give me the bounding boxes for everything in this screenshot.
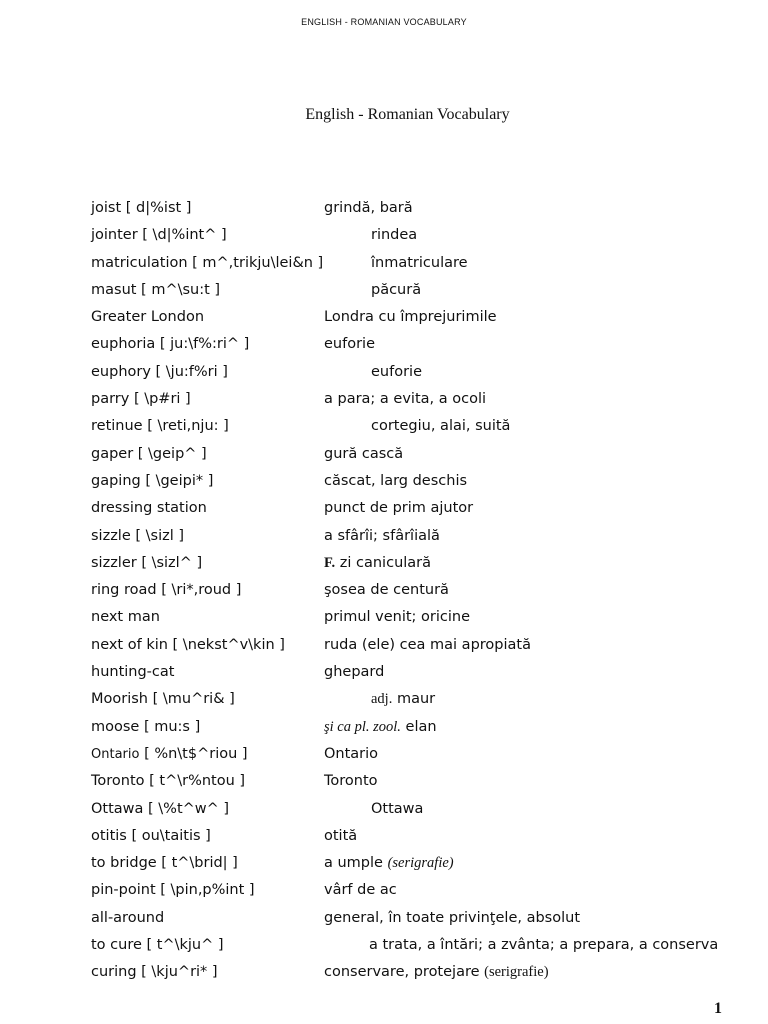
vocab-entry	[91, 605, 731, 632]
vocab-entry	[91, 414, 731, 441]
vocab-entry	[91, 578, 731, 605]
romanian-translation	[324, 715, 437, 739]
english-term: masut [ m^\su:t ]	[91, 281, 221, 298]
romanian-translation: a sfârîi; sfârîială	[324, 527, 440, 544]
vocab-entry	[91, 742, 731, 769]
vocab-entry	[91, 496, 731, 523]
english-term: curing [ \kju^ri* ]	[91, 964, 218, 981]
document-title: English - Romanian Vocabulary	[305, 106, 510, 123]
english-term: next man	[91, 609, 160, 626]
romanian-translation: grindă, bară	[324, 200, 413, 216]
english-term: jointer [ \d|%int^ ]	[91, 227, 227, 244]
romanian-translation	[324, 851, 454, 875]
vocab-entry	[91, 469, 731, 496]
translation-text: maur	[396, 691, 436, 708]
romanian-translation: şosea de centură	[324, 582, 449, 599]
romanian-translation: gură cască	[324, 445, 404, 462]
vocab-entry	[91, 332, 731, 359]
english-term: joist [ d|%ist ]	[91, 200, 192, 216]
english-term: gaping [ \geipi* ]	[91, 472, 214, 489]
vocab-entry	[91, 633, 731, 660]
vocabulary-list	[91, 196, 731, 988]
vocab-entry	[91, 851, 731, 878]
english-term: all-around	[91, 909, 165, 926]
english-term: pin-point [ \pin,p%int ]	[91, 882, 255, 899]
vocab-entry	[91, 824, 731, 851]
translation-text: zi caniculară	[339, 554, 432, 571]
vocab-entry	[91, 360, 731, 387]
translation-text: conservare, protejare	[324, 964, 480, 981]
grammar-marker: adj.	[371, 691, 393, 708]
english-term: to bridge [ t^\brid| ]	[91, 855, 238, 872]
english-term: to cure [ t^\kju^ ]	[91, 937, 224, 954]
vocab-entry	[91, 223, 731, 250]
vocab-entry	[91, 251, 731, 278]
romanian-translation: a para; a evita, a ocoli	[324, 391, 487, 408]
english-headword: Ontario	[91, 746, 140, 762]
romanian-translation	[324, 960, 549, 984]
vocab-entry	[91, 715, 731, 742]
english-term: matriculation [ m^,trikju\lei&n ]	[91, 254, 324, 271]
vocab-entry	[91, 524, 731, 551]
translation-text: a umple	[324, 855, 383, 872]
vocab-entry	[91, 933, 731, 960]
romanian-translation: ruda (ele) cea mai apropiată	[324, 636, 531, 653]
english-term: ring road [ \ri*,roud ]	[91, 582, 242, 599]
english-term: parry [ \p#ri ]	[91, 391, 191, 408]
english-term: moose [ mu:s ]	[91, 718, 201, 735]
english-term: Ottawa [ \%t^w^ ]	[91, 800, 230, 817]
romanian-translation: vârf de ac	[324, 882, 397, 899]
running-header: ENGLISH - ROMANIAN VOCABULARY	[301, 17, 467, 27]
vocab-entry	[91, 878, 731, 905]
grammar-marker: şi ca pl. zool.	[324, 718, 401, 735]
english-term: Greater London	[91, 309, 205, 326]
vocab-entry	[91, 687, 731, 714]
page-number: 1	[714, 1000, 722, 1017]
romanian-translation: Ottawa	[371, 800, 424, 817]
english-term: Toronto [ t^\r%ntou ]	[91, 773, 246, 790]
english-term: otitis [ ou\taitis ]	[91, 827, 211, 844]
vocab-entry	[91, 769, 731, 796]
romanian-translation: Toronto	[324, 773, 378, 790]
vocab-entry	[91, 196, 731, 223]
romanian-translation: înmatriculare	[371, 254, 468, 271]
grammar-marker: F.	[324, 554, 336, 571]
english-term: sizzler [ \sizl^ ]	[91, 554, 203, 571]
vocab-entry	[91, 797, 731, 824]
romanian-translation: otită	[324, 827, 358, 844]
romanian-translation: căscat, larg deschis	[324, 472, 468, 489]
english-term: euphory [ \ju:f%ri ]	[91, 363, 228, 380]
domain-note: (serigrafie)	[484, 964, 549, 981]
english-term	[91, 742, 248, 767]
romanian-translation	[324, 551, 431, 575]
vocab-entry	[91, 551, 731, 578]
english-term: retinue [ \reti,nju: ]	[91, 418, 229, 435]
vocab-entry	[91, 305, 731, 332]
romanian-translation: euforie	[324, 336, 375, 353]
english-term: hunting-cat	[91, 664, 175, 681]
vocab-entry	[91, 906, 731, 933]
romanian-translation	[371, 687, 435, 711]
english-term: Moorish [ \mu^ri& ]	[91, 691, 235, 708]
english-term: euphoria [ ju:\f%:ri^ ]	[91, 336, 250, 353]
vocab-entry	[91, 278, 731, 305]
romanian-translation: păcură	[371, 281, 422, 298]
romanian-translation: rindea	[371, 227, 418, 244]
romanian-translation: ghepard	[324, 664, 385, 681]
vocab-entry	[91, 442, 731, 469]
english-term: sizzle [ \sizl ]	[91, 527, 185, 544]
domain-note: (serigrafie)	[387, 855, 454, 872]
romanian-translation: a trata, a întări; a zvânta; a prepara, a conserva	[369, 937, 719, 954]
pronunciation: [ %n\t$^riou ]	[144, 745, 248, 762]
english-term: next of kin [ \nekst^v\kin ]	[91, 636, 285, 653]
romanian-translation: Ontario	[324, 745, 379, 762]
vocab-entry	[91, 660, 731, 687]
romanian-translation: general, în toate privinţele, absolut	[324, 909, 581, 926]
vocab-entry	[91, 960, 731, 987]
translation-text: elan	[405, 718, 437, 735]
romanian-translation: cortegiu, alai, suită	[371, 418, 511, 435]
english-term: gaper [ \geip^ ]	[91, 445, 207, 462]
english-term: dressing station	[91, 500, 207, 517]
vocab-entry	[91, 387, 731, 414]
romanian-translation: euforie	[371, 363, 422, 380]
romanian-translation: Londra cu împrejurimile	[324, 309, 497, 326]
romanian-translation: punct de prim ajutor	[324, 500, 474, 517]
romanian-translation: primul venit; oricine	[324, 609, 471, 626]
